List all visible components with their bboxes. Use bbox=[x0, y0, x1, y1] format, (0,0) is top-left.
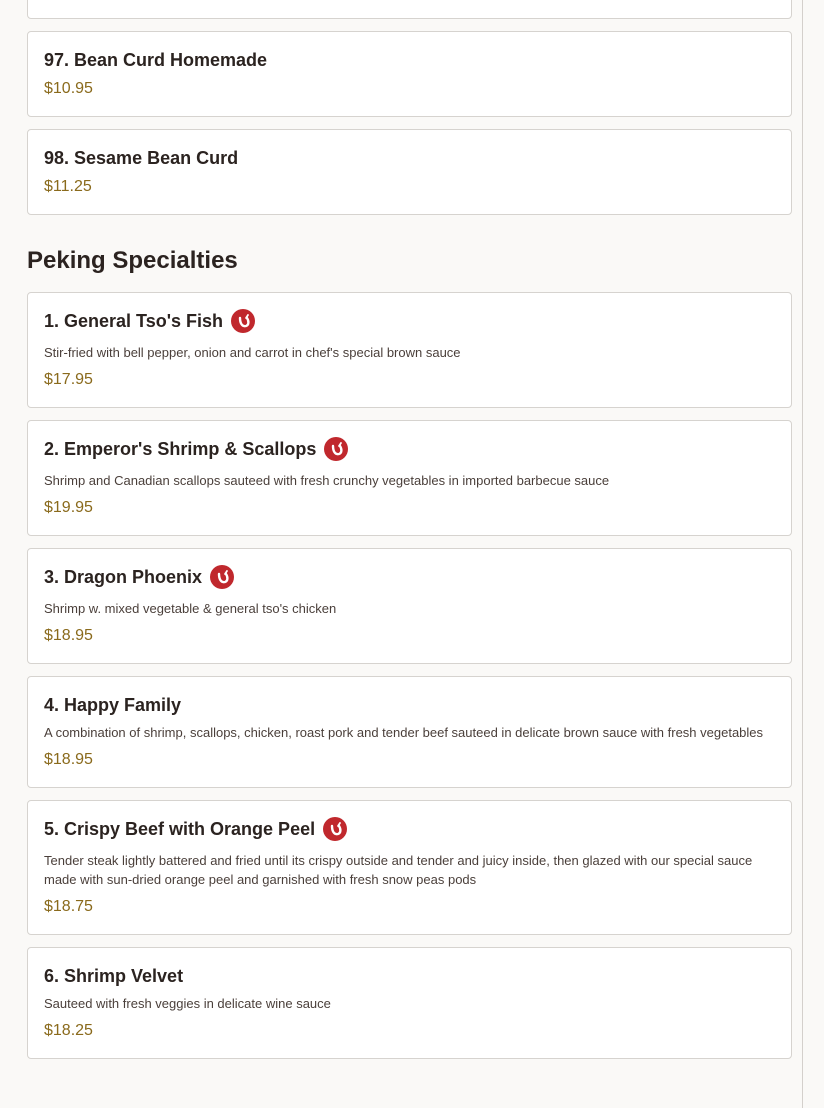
menu-item-card[interactable] bbox=[27, 129, 792, 215]
menu-item-price: $10.95 bbox=[44, 80, 93, 97]
chili-pepper-icon bbox=[323, 817, 347, 841]
menu-item-description: A combination of shrimp, scallops, chicken, roast pork and tender beef sauteed in delicate brown sauce with fresh vegetables bbox=[44, 725, 764, 740]
menu-item-card[interactable] bbox=[27, 676, 792, 788]
menu-item-name: 4. Happy Family bbox=[44, 694, 182, 715]
menu-item-title-row bbox=[44, 962, 775, 990]
menu-item-title-row bbox=[44, 563, 775, 591]
menu-item-name: 98. Sesame Bean Curd bbox=[44, 147, 239, 168]
menu-item-name: 3. Dragon Phoenix bbox=[44, 566, 203, 587]
menu-item-description: Shrimp w. mixed vegetable & general tso's chicken bbox=[44, 601, 337, 616]
menu-item-description: Stir-fried with bell pepper, onion and carrot in chef's special brown sauce bbox=[44, 345, 461, 360]
menu-item-card[interactable] bbox=[27, 420, 792, 536]
menu-item-card[interactable] bbox=[27, 800, 792, 935]
menu-item-price: $19.95 bbox=[44, 499, 93, 516]
chili-pepper-icon bbox=[231, 309, 255, 333]
scrollbar-track-edge bbox=[802, 0, 803, 1108]
menu-item-title-row bbox=[44, 435, 775, 463]
chili-pepper-icon bbox=[324, 437, 348, 461]
menu-item-title-row bbox=[44, 144, 775, 172]
menu-item-card[interactable] bbox=[27, 292, 792, 408]
menu-item-description: Tender steak lightly battered and fried until its crispy outside and tender and juicy inside, then glazed with our special sauce made with sun-dried orange peel and garnished with fresh snow peas pods bbox=[44, 853, 753, 887]
menu-item-card-partial[interactable] bbox=[27, 0, 792, 19]
menu-item-description: Shrimp and Canadian scallops sauteed with fresh crunchy vegetables in imported barbecue sauce bbox=[44, 473, 610, 488]
menu-item-name: 97. Bean Curd Homemade bbox=[44, 49, 268, 70]
menu-item-price: $18.75 bbox=[44, 898, 93, 915]
menu-item-name: 2. Emperor's Shrimp & Scallops bbox=[44, 438, 317, 459]
section-title: Peking Specialties bbox=[27, 247, 238, 274]
menu-item-price: $11.25 bbox=[44, 178, 92, 195]
menu-item-title-row bbox=[44, 815, 775, 843]
menu-item-card[interactable] bbox=[27, 947, 792, 1059]
menu-item-price: $17.95 bbox=[44, 371, 93, 388]
menu-item-price: $18.95 bbox=[44, 751, 93, 768]
menu-item-name: 6. Shrimp Velvet bbox=[44, 965, 184, 986]
menu-item-title-row bbox=[44, 46, 775, 74]
menu-item-name: 5. Crispy Beef with Orange Peel bbox=[44, 818, 316, 839]
menu-item-name: 1. General Tso's Fish bbox=[44, 310, 224, 331]
menu-item-card[interactable] bbox=[27, 548, 792, 664]
menu-item-description: Sauteed with fresh veggies in delicate wine sauce bbox=[44, 996, 331, 1011]
menu-item-title-row bbox=[44, 691, 775, 719]
menu-item-price: $18.95 bbox=[44, 627, 93, 644]
menu-item-card[interactable] bbox=[27, 31, 792, 117]
menu-content bbox=[27, 0, 792, 1071]
chili-pepper-icon bbox=[210, 565, 234, 589]
menu-item-title-row bbox=[44, 307, 775, 335]
menu-item-price: $18.25 bbox=[44, 1022, 93, 1039]
